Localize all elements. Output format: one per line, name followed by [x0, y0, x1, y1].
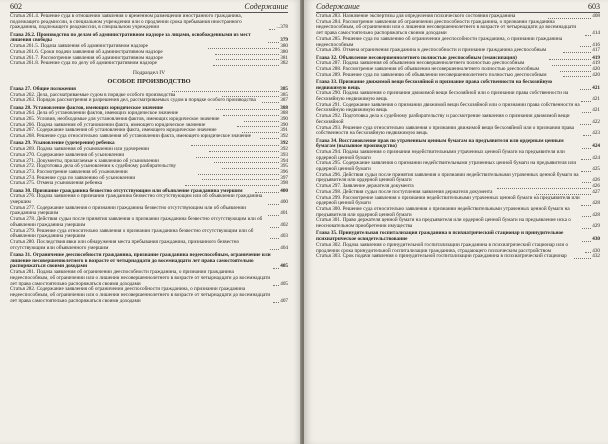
- toc-entry-title: Статья 292. Подготовка дела к судебному разбирательству и рассмотрение заявления о признании движимой вещи бесхозяйной: [316, 113, 570, 125]
- toc-page-number: 380: [280, 48, 289, 55]
- toc-entry-title: Статья 291. Содержание заявления о признании движимой вещи бесхозяйной или о признании права собственности на бесхозяйную недвижимую вещь: [316, 101, 580, 114]
- toc-page-number: 385: [280, 85, 288, 92]
- toc-page-number: 426: [592, 177, 600, 184]
- toc-entry-title: Статья 287. Подача заявления об объявлении несовершеннолетнего полностью дееспособным: [316, 60, 525, 67]
- toc-entry-title: Статья 301. Право держателя ценной бумаги на предъявителя или ордерной ценной бумаги на предъявление иска о неосновательном приобретении имущества: [316, 217, 571, 230]
- toc-entry-title: Статья 289. Решение суда по заявлению об объявлении несовершеннолетнего полностью дееспособным: [316, 71, 547, 78]
- toc-entry-title: Статья 286. Отмена ограничения гражданина в дееспособности и признание гражданина дееспособным: [316, 47, 547, 54]
- toc-entry-title: Статья 278. Действия судьи после принятия заявления о признании гражданина безвестно отсутствующим или об объявлении гражданина умершим: [10, 216, 263, 228]
- toc-section-heading: ОСОБОЕ ПРОИЗВОДСТВО: [107, 78, 191, 86]
- toc-page-number: 426: [592, 183, 600, 190]
- toc-entry-title: Статья 283. Назначение экспертизы для определения психического состояния гражданина: [316, 13, 516, 19]
- toc-article-entry: [10, 240, 288, 251]
- toc-entry-title: Глава 29. Усыновление (удочерение) ребенка: [10, 140, 115, 147]
- toc-article-entry: [10, 14, 288, 31]
- toc-page-number: 430: [592, 236, 600, 243]
- toc-entry-title: Статья 300. Решение суда относительно заявления о признании недействительными утраченных ценной бумаги на предъявителя или ордерной ценной бумаги: [316, 205, 570, 218]
- toc-entry-title: Статья 296. Действия судьи после принятия заявления о признании недействительными утраченных ценной бумаги на предъявителя или ордерной ценной бумаги: [316, 171, 579, 184]
- toc-page-number: 390: [280, 116, 288, 123]
- toc-page-number: 393: [280, 151, 288, 158]
- toc-page-number: 421: [592, 84, 600, 91]
- toc-page-number: 388: [280, 110, 288, 117]
- dot-leader: [214, 162, 280, 163]
- toc-entry-title: Статья 285. Решение суда по заявлению об ограничении дееспособности гражданина, о признании гражданина недееспособным: [316, 35, 563, 48]
- toc-entry-title: Статья 290. Подача заявления о признании движимой вещи бесхозяйной или о признании права собственности на бесхозяйную недвижимую вещь: [316, 90, 569, 103]
- right-header-title: Содержание: [316, 2, 360, 11]
- toc-page-number: 407: [280, 297, 288, 304]
- dot-leader: [582, 148, 592, 149]
- toc-entry-title: Статья 269. Подача заявления об усыновлении или удочерении: [10, 146, 150, 153]
- dot-leader: [585, 252, 592, 253]
- dot-leader: [237, 126, 279, 127]
- toc-entry-title: Статья 261.6. Сроки подачи заявления об административном надзоре: [10, 48, 163, 55]
- toc-entry-title: Статья 293. Решение суда относительно заявления о признании движимой вещи бесхозяйной или о признании права собственности на бесхозяйную недвижимую вещь: [316, 124, 574, 137]
- toc-entry-title: Глава 32. Объявление несовершеннолетнего полностью дееспособным (эмансипация): [316, 54, 517, 61]
- dot-leader: [563, 76, 591, 77]
- toc-entry-title: Статья 279. Решение суда относительно заявления о признании гражданина безвестно отсутствующим или об объявлении гражданина умершим: [10, 227, 254, 240]
- toc-page-number: 419: [592, 60, 601, 67]
- left-toc-list: [10, 14, 288, 304]
- dot-leader: [270, 227, 279, 228]
- toc-page-number: 400: [280, 199, 288, 206]
- dot-leader: [172, 91, 279, 92]
- dot-leader: [582, 182, 591, 183]
- toc-page-number: 422: [592, 118, 600, 125]
- dot-leader: [270, 249, 279, 250]
- toc-page-number: 401: [280, 210, 288, 217]
- toc-page-number: 395: [280, 163, 289, 170]
- toc-entry-title: Статья 294. Подача заявления о признании недействительными утраченных ценной бумаги на предъявителя или ордерной ценной бумаги: [316, 148, 565, 161]
- toc-page-number: 424: [592, 143, 600, 150]
- dot-leader: [213, 65, 280, 66]
- dot-leader: [185, 185, 279, 186]
- dot-leader: [260, 138, 280, 139]
- toc-page-number: 403: [280, 233, 288, 240]
- toc-page-number: 391: [280, 127, 289, 134]
- toc-page-number: 425: [592, 166, 600, 173]
- toc-page-number: 402: [280, 221, 288, 228]
- toc-entry-title: Глава 26.2. Производство по делам об административном надзоре за лицами, освобожденными из мест лишения свободы: [10, 31, 251, 44]
- toc-entry-title: Статья 268. Решение суда относительно заявления об установлении факта, имеющего юридическое значение: [10, 133, 251, 140]
- toc-entry-title: Глава 34. Восстановление прав по утраченным ценным бумагам на предъявителя или ордерным ценным бумагам (вызывное производство): [316, 137, 564, 150]
- toc-article-entry: [10, 134, 288, 140]
- toc-page-number: 408: [592, 13, 601, 19]
- toc-article-entry: [316, 20, 600, 37]
- dot-leader: [582, 112, 591, 113]
- toc-article-entry: [316, 73, 600, 79]
- toc-page-number: 405: [280, 263, 288, 270]
- toc-entry-title: Глава 30. Признание гражданина безвестно отсутствующим или объявление гражданина умершим: [10, 187, 243, 194]
- toc-entry-title: Статья 302. Подача заявления о принудительной госпитализации гражданина в психиатрический стационар или о продлении срока принудительной госпитализации гражданина, страдающего психическим расстройством: [316, 241, 569, 254]
- toc-entry-title: Статья 295. Содержание заявления о признании недействительными утраченных ценной бумаги на предъявителя или ордерной ценной бумаги: [316, 160, 577, 173]
- dot-leader: [497, 188, 591, 189]
- toc-article-entry: [10, 98, 288, 104]
- toc-article-entry: [316, 254, 600, 260]
- toc-entry-title: Статья 288. Рассмотрение заявления об объявлении несовершеннолетнего полностью дееспособным: [316, 65, 540, 72]
- right-toc-list: [316, 14, 600, 260]
- toc-page-number: 390: [280, 121, 289, 128]
- toc-page-number: 392: [280, 133, 288, 140]
- toc-article-entry: [10, 270, 288, 287]
- toc-page-number: 394: [280, 157, 288, 164]
- dot-leader: [208, 48, 279, 49]
- toc-page-number: 420: [592, 65, 601, 72]
- toc-page-number: 428: [592, 211, 600, 218]
- toc-page-number: 379: [280, 37, 288, 44]
- toc-entry-title: Статья 284. Рассмотрение заявления об ограничении дееспособности гражданина, о признании гражданина недееспособным, об ограничении или о лишении несовершеннолетнего в возрасте от четырнадцати до восемнадцати лет права самостоятельно распоряжаться своими доходами: [316, 18, 577, 37]
- toc-section-heading: Подраздел IV: [132, 69, 166, 76]
- dot-leader: [244, 121, 279, 122]
- dot-leader: [581, 171, 591, 172]
- toc-entry-title: Статья 261.4. Решение суда в отношении заявления о временном размещении иностранного гражданина, подлежащего реадмиссии, в специальном учреждении или о продлении срока пребывания иностранного гражданина, подлежащего реадмиссии, в специальном учреждении: [10, 13, 242, 31]
- toc-entry-title: Статья 277. Содержание заявления о признании гражданина безвестно отсутствующим или об объявлении гражданина умершим: [10, 204, 247, 217]
- dot-leader: [273, 268, 279, 269]
- dot-leader: [580, 89, 591, 90]
- toc-page-number: 420: [592, 71, 600, 78]
- dot-leader: [216, 59, 280, 60]
- dot-leader: [583, 135, 592, 136]
- toc-entry-title: Статья 273. Рассмотрение заявления об усыновлении: [10, 168, 128, 175]
- dot-leader: [191, 145, 279, 146]
- toc-page-number: 423: [592, 130, 600, 137]
- toc-article-entry: [10, 217, 288, 228]
- toc-entry-title: Статья 275. Отмена усыновления ребенка: [10, 180, 103, 187]
- dot-leader: [580, 46, 591, 47]
- toc-entry-title: Глава 27. Общие положения: [10, 85, 76, 92]
- toc-entry-title: Статья 282. Содержание заявления об ограничении дееспособности гражданина, о признании гражданина недееспособным, об ограничении или о лишении несовершеннолетнего в возрасте от четырнадцати до восемнадцати лет права самостоятельно распоряжаться своими доходами: [10, 286, 271, 304]
- toc-page-number: 417: [592, 47, 600, 54]
- toc-chapter-entry: [10, 253, 288, 270]
- dot-leader: [580, 124, 591, 125]
- toc-article-entry: [316, 218, 600, 229]
- toc-page-number: 429: [592, 223, 600, 230]
- dot-leader: [216, 109, 280, 110]
- toc-page-number: 414: [592, 30, 600, 37]
- toc-article-entry: [10, 61, 288, 67]
- toc-entry-title: Глава 33. Признание движимой вещи бесхозяйной и признание права собственности на бесхозяйную недвижимую вещь: [316, 78, 553, 91]
- toc-page-number: 424: [592, 154, 600, 161]
- dot-leader: [262, 102, 279, 103]
- toc-entry-title: Статья 298. Действия судьи после поступления заявления держателя документа: [316, 188, 493, 195]
- toc-page-number: 427: [592, 188, 601, 195]
- toc-page-number: 392: [280, 140, 289, 147]
- toc-page-number: 385: [280, 91, 289, 98]
- dot-leader: [198, 174, 279, 175]
- dot-leader: [574, 258, 592, 259]
- toc-entry-title: Статья 261.5. Подача заявления об административном надзоре: [10, 43, 148, 50]
- toc-article-entry: [10, 181, 288, 187]
- toc-article-entry: [10, 287, 288, 304]
- toc-page-number: 396: [280, 168, 288, 175]
- toc-entry-title: Статья 263. Порядок рассмотрения и разрешения дел, рассматриваемых судом в порядке особого производства: [10, 97, 256, 104]
- dot-leader: [582, 241, 591, 242]
- toc-page-number: 428: [592, 200, 600, 207]
- toc-page-number: 388: [280, 104, 289, 111]
- dot-leader: [209, 151, 280, 152]
- toc-page-number: 416: [592, 41, 600, 48]
- toc-entry-title: Статья 261.7. Рассмотрение заявления об административном надзоре: [10, 54, 163, 61]
- toc-entry-title: Статья 274. Решение суда по заявлению об усыновлении: [10, 174, 136, 181]
- toc-article-entry: [316, 114, 600, 125]
- toc-entry-title: Статья 267. Содержание заявления об установлении факта, имеющего юридическое значение: [10, 127, 217, 134]
- left-page: [0, 0, 302, 444]
- toc-entry-title: Статья 280. Последствия явки или обнаружения места пребывания гражданина, признанного безвестно отсутствующим или объявленного умершим: [10, 238, 240, 251]
- toc-page-number: 421: [592, 96, 600, 103]
- toc-page-number: 381: [280, 54, 288, 61]
- dot-leader: [582, 228, 591, 229]
- dot-leader: [552, 65, 591, 66]
- toc-entry-title: Глава 28. Установление фактов, имеющих юридическое значение: [10, 104, 164, 111]
- toc-entry-title: Статья 261.8. Решение суда по делу об административном надзоре: [10, 60, 157, 67]
- dot-leader: [202, 179, 280, 180]
- dot-leader: [268, 215, 279, 216]
- left-page-header: [10, 2, 288, 13]
- toc-entry-title: Глава 35. Принудительная госпитализация гражданина в психиатрический стационар и принудительное психиатрическое освидетельствование: [316, 230, 564, 243]
- toc-entry-title: Статья 271. Документы, прилагаемые к заявлению об усыновлении: [10, 157, 159, 164]
- dot-leader: [549, 59, 592, 60]
- toc-page-number: 400: [280, 187, 288, 194]
- toc-page-number: 430: [592, 247, 600, 254]
- toc-entry-title: Статья 272. Подготовка дела об усыновлении к судебному разбирательству: [10, 163, 176, 170]
- dot-leader: [268, 42, 279, 43]
- toc-page-number: ...378: [276, 24, 288, 31]
- toc-article-entry: [316, 126, 600, 137]
- toc-page-number: 398: [280, 180, 289, 187]
- toc-page-number: 392: [280, 146, 289, 153]
- right-page-number: 603: [588, 2, 600, 11]
- dot-leader: [585, 35, 591, 36]
- dot-leader: [563, 52, 591, 53]
- dot-leader: [273, 302, 279, 303]
- toc-entry-title: Статья 266. Подача заявления об установлении факта, имеющего юридическое значение: [10, 121, 206, 128]
- toc-page-number: 380: [280, 43, 288, 50]
- dot-leader: [270, 238, 280, 239]
- toc-page-number: 419: [592, 54, 600, 61]
- dot-leader: [581, 159, 591, 160]
- dot-leader: [273, 285, 279, 286]
- dot-leader: [582, 216, 591, 217]
- toc-entry-title: Статья 262. Дела, рассматриваемые судом в порядке особого производства: [10, 91, 176, 98]
- toc-entry-title: Статья 276. Подача заявления о признании гражданина безвестно отсутствующим или об объявлении гражданина умершим: [10, 193, 263, 206]
- left-header-title: Содержание: [244, 2, 288, 11]
- dot-leader: [269, 29, 275, 30]
- right-page-header: [316, 2, 600, 13]
- toc-entry-title: Статья 264. Дела об установлении фактов, имеющих юридическое значение: [10, 110, 179, 117]
- right-page: [304, 0, 608, 444]
- left-page-number: 602: [10, 2, 22, 11]
- toc-page-number: 382: [280, 60, 289, 67]
- toc-page-number: 387: [280, 97, 288, 104]
- toc-entry-title: Статья 281. Подача заявления об ограничении дееспособности гражданина, о признании гражданина недееспособным, об ограничении или о лишении несовершеннолетнего в возрасте от четырнадцати до восемнадцати лет права самостоятельно распоряжаться своими доходами: [10, 269, 271, 287]
- toc-entry-title: Статья 299. Рассмотрение заявления о признании недействительными утраченных ценной бумаги на предъявителя или ордерной ценной бумаги: [316, 194, 580, 207]
- toc-entry-title: Статья 297. Заявление держателя документа: [316, 183, 414, 190]
- toc-entry-title: Статья 270. Содержание заявления об усыновлении: [10, 151, 125, 158]
- toc-entry-title: Глава 31. Ограничение дееспособности гражданина, признание гражданина недееспособным, ограничение или лишение несовершеннолетнего в возрасте от четырнадцати до восемнадцати лет права самостоятельно распоряжаться своими доходами: [10, 251, 271, 270]
- dot-leader: [581, 205, 591, 206]
- toc-page-number: 397: [280, 174, 289, 181]
- toc-entry-title: Статья 265. Условия, необходимые для установления фактов, имеющих юридическое значение: [10, 116, 220, 123]
- toc-page-number: 405: [280, 280, 288, 287]
- toc-article-entry: [316, 48, 600, 54]
- dot-leader: [581, 101, 591, 102]
- dot-leader: [268, 204, 279, 205]
- toc-page-number: 421: [592, 107, 600, 114]
- dot-leader: [223, 115, 279, 116]
- toc-page-number: 404: [280, 244, 288, 251]
- dot-leader: [560, 71, 592, 72]
- dot-leader: [215, 54, 279, 55]
- dot-leader: [222, 168, 279, 169]
- dot-leader: [196, 157, 279, 158]
- toc-page-number: 432: [592, 253, 600, 260]
- toc-entry-title: Статья 303. Срок подачи заявления о принудительной госпитализации гражданина в психиатрический стационар: [316, 253, 567, 260]
